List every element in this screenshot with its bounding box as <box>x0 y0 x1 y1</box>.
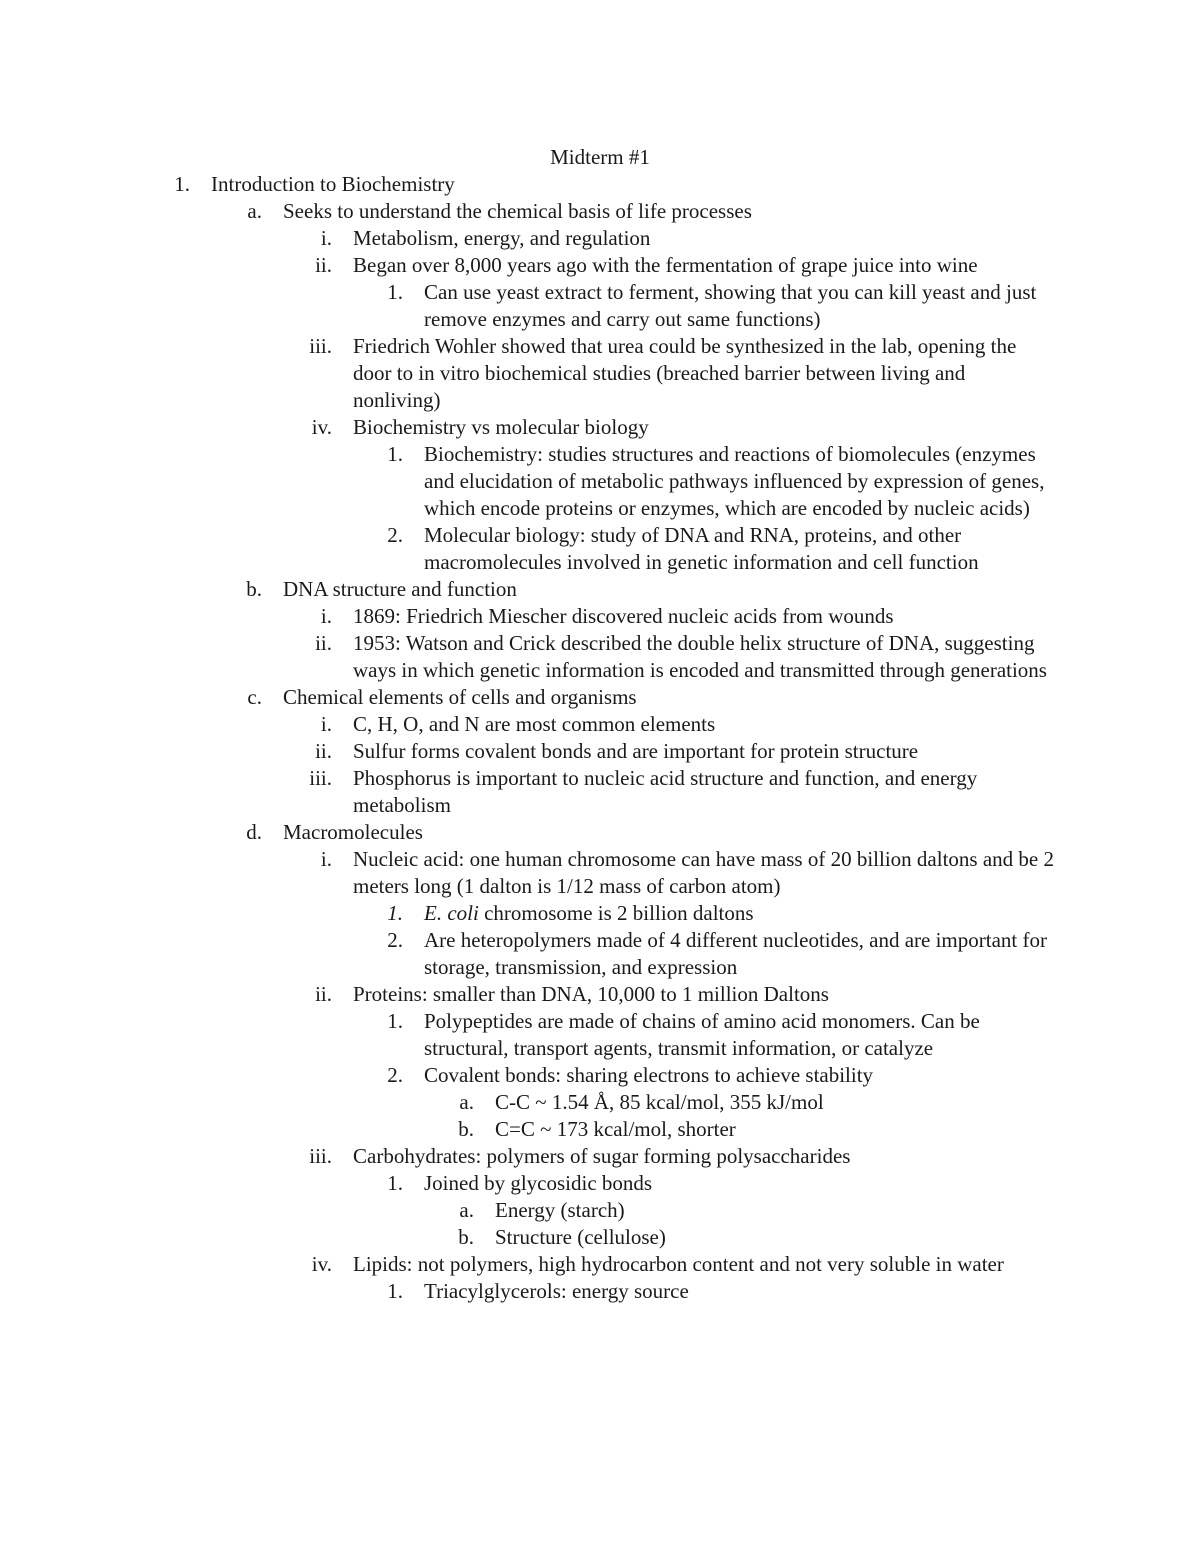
outline-text-rest: chromosome is 2 billion daltons <box>478 901 754 925</box>
outline-text: Are heteropolymers made of 4 different nucleotides, and are important for storage, transmission, and expression <box>424 928 1047 979</box>
outline-item <box>0 1278 1200 1305</box>
outline-marker: 1. <box>387 1171 403 1195</box>
outline-item <box>0 603 1200 630</box>
outline-marker: iv. <box>311 415 332 439</box>
outline-marker: 2. <box>387 1063 403 1087</box>
outline-marker: i. <box>320 847 332 871</box>
outline-item <box>0 819 1200 846</box>
outline-marker: 2. <box>387 523 403 547</box>
outline-marker: iii. <box>309 766 332 790</box>
outline-item <box>0 1116 1200 1143</box>
outline-text: Began over 8,000 years ago with the fermentation of grape juice into wine <box>353 253 978 277</box>
outline-marker: a. <box>459 1198 474 1222</box>
outline-marker: ii. <box>315 739 332 763</box>
outline-marker: 1. <box>174 172 190 196</box>
outline-marker: 2. <box>387 928 403 952</box>
page-title: Midterm #1 <box>550 145 650 169</box>
italic-term: E. coli <box>424 901 479 925</box>
outline-text: Biochemistry vs molecular biology <box>353 415 649 439</box>
outline-item <box>0 738 1200 765</box>
outline-text: C, H, O, and N are most common elements <box>353 712 716 736</box>
outline-item <box>0 927 1200 981</box>
outline-text: Nucleic acid: one human chromosome can have mass of 20 billion daltons and be 2 meters long (1 dalton is 1/12 mass of carbon atom) <box>353 847 1054 898</box>
outline-item <box>0 900 1200 927</box>
outline-marker: b. <box>458 1225 474 1249</box>
outline-item <box>0 1089 1200 1116</box>
outline-marker: d. <box>246 820 262 844</box>
outline-item <box>0 171 1200 198</box>
outline-text: C=C ~ 173 kcal/mol, shorter <box>495 1117 736 1141</box>
outline-text: Energy (starch) <box>495 1198 625 1222</box>
outline-marker: iii. <box>309 1144 332 1168</box>
outline-marker: c. <box>247 685 262 709</box>
outline-item <box>0 1224 1200 1251</box>
outline-marker: iii. <box>309 334 332 358</box>
outline-marker: 1. <box>387 442 403 466</box>
outline-text: Molecular biology: study of DNA and RNA, proteins, and other macromolecules involved in genetic information and cell function <box>424 523 979 574</box>
outline-item <box>0 630 1200 684</box>
outline-marker: ii. <box>315 631 332 655</box>
outline-text: Polypeptides are made of chains of amino acid monomers. Can be structural, transport agents, transmit information, or catalyze <box>424 1009 980 1060</box>
outline-text: Biochemistry: studies structures and reactions of biomolecules (enzymes and elucidation of metabolic pathways influenced by expression of genes, which encode proteins or enzymes, which are encoded by nucleic acids) <box>424 442 1045 520</box>
outline-text: Phosphorus is important to nucleic acid structure and function, and energy metabolism <box>353 766 978 817</box>
outline-marker: i. <box>320 226 332 250</box>
outline-marker: b. <box>246 577 262 601</box>
outline-marker: b. <box>458 1117 474 1141</box>
outline-text: C-C ~ 1.54 Å, 85 kcal/mol, 355 kJ/mol <box>495 1090 824 1114</box>
outline-item <box>0 846 1200 900</box>
outline-item <box>0 981 1200 1008</box>
outline-item <box>0 441 1200 522</box>
outline-text: Seeks to understand the chemical basis of life processes <box>283 199 752 223</box>
outline-marker: 1. <box>387 1279 403 1303</box>
outline-item <box>0 225 1200 252</box>
outline-item <box>0 522 1200 576</box>
outline-text: Sulfur forms covalent bonds and are important for protein structure <box>353 739 919 763</box>
outline-text: Joined by glycosidic bonds <box>424 1171 653 1195</box>
outline-text: Friedrich Wohler showed that urea could be synthesized in the lab, opening the door to in vitro biochemical studies (breached barrier between living and nonliving) <box>353 334 1017 412</box>
outline-text <box>424 900 1064 927</box>
outline-text: Metabolism, energy, and regulation <box>353 226 651 250</box>
outline-text: Carbohydrates: polymers of sugar forming polysaccharides <box>353 1144 851 1168</box>
outline-item <box>0 279 1200 333</box>
outline-text: Introduction to Biochemistry <box>211 172 455 196</box>
outline-text: 1953: Watson and Crick described the double helix structure of DNA, suggesting ways in which genetic information is encoded and transmitted through generations <box>353 631 1047 682</box>
outline-item <box>0 198 1200 225</box>
outline-item <box>0 252 1200 279</box>
outline-item <box>0 1251 1200 1278</box>
outline-item <box>0 1197 1200 1224</box>
outline-text: Lipids: not polymers, high hydrocarbon content and not very soluble in water <box>353 1252 1004 1276</box>
outline-text: Proteins: smaller than DNA, 10,000 to 1 million Daltons <box>353 982 829 1006</box>
outline-marker: i. <box>320 604 332 628</box>
outline-marker: i. <box>320 712 332 736</box>
outline-text: DNA structure and function <box>283 577 517 601</box>
outline-item <box>0 414 1200 441</box>
outline-marker: ii. <box>315 253 332 277</box>
outline-text: Structure (cellulose) <box>495 1225 666 1249</box>
outline-item <box>0 1008 1200 1062</box>
notes-outline <box>0 171 1200 1305</box>
outline-item <box>0 333 1200 414</box>
outline-text: Triacylglycerols: energy source <box>424 1279 689 1303</box>
outline-item <box>0 711 1200 738</box>
outline-marker: a. <box>459 1090 474 1114</box>
outline-item <box>0 1062 1200 1089</box>
outline-marker: 1. <box>387 1009 403 1033</box>
outline-text: Covalent bonds: sharing electrons to achieve stability <box>424 1063 874 1087</box>
outline-item <box>0 1143 1200 1170</box>
outline-item <box>0 684 1200 711</box>
outline-item <box>0 576 1200 603</box>
outline-marker: iv. <box>311 1252 332 1276</box>
outline-text: 1869: Friedrich Miescher discovered nucleic acids from wounds <box>353 604 894 628</box>
outline-marker: a. <box>247 199 262 223</box>
outline-marker: ii. <box>315 982 332 1006</box>
outline-item <box>0 1170 1200 1197</box>
outline-text: Can use yeast extract to ferment, showing that you can kill yeast and just remove enzymes and carry out same functions) <box>424 280 1037 331</box>
outline-item <box>0 765 1200 819</box>
outline-marker: 1. <box>387 901 403 925</box>
outline-text: Chemical elements of cells and organisms <box>283 685 637 709</box>
outline-marker: 1. <box>387 280 403 304</box>
outline-text: Macromolecules <box>283 820 423 844</box>
